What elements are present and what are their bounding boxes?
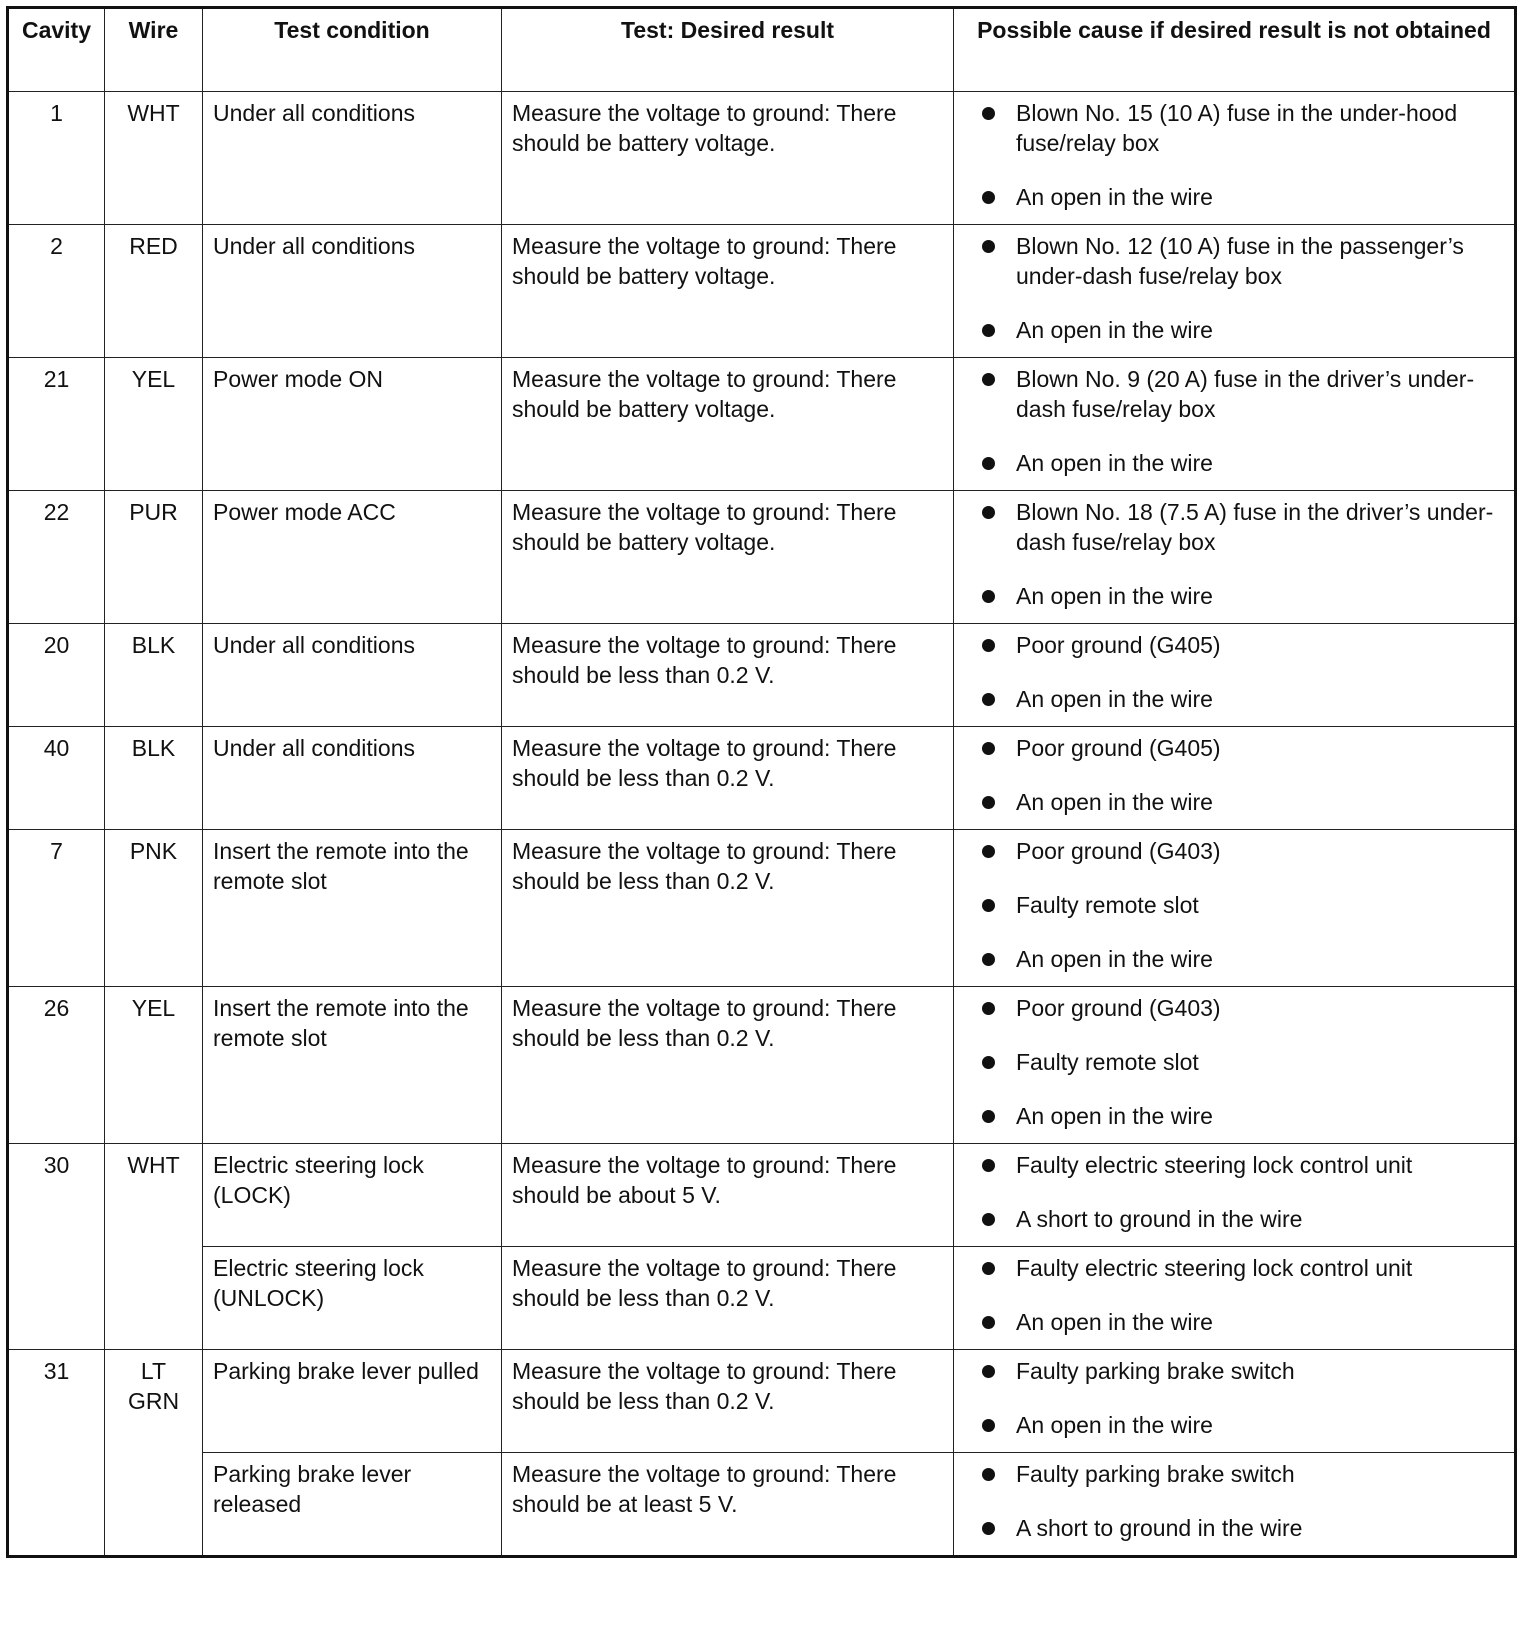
cause-item — [982, 684, 1506, 714]
header-possible-cause: Possible cause if desired result is not obtained — [954, 8, 1516, 92]
cause-text: A short to ground in the wire — [1016, 1206, 1303, 1232]
desired-result-cell: Measure the voltage to ground: There should be less than 0.2 V. — [502, 727, 954, 830]
bullet-icon — [982, 639, 995, 652]
wire-color-text: GRN — [127, 1388, 180, 1414]
cavity-cell: 1 — [8, 92, 105, 225]
cause-list — [982, 1356, 1506, 1440]
test-condition-cell: Under all conditions — [203, 225, 502, 358]
bullet-icon — [982, 1468, 995, 1481]
wire-cell — [105, 624, 203, 727]
table-row — [8, 225, 1516, 358]
bullet-icon — [982, 240, 995, 253]
possible-cause-cell — [954, 1350, 1516, 1453]
cause-item — [982, 787, 1506, 817]
desired-result-cell: Measure the voltage to ground: There should be battery voltage. — [502, 92, 954, 225]
cause-item — [982, 944, 1506, 974]
cause-text: An open in the wire — [1016, 789, 1213, 815]
bullet-icon — [982, 1522, 995, 1535]
cavity-cell: 22 — [8, 491, 105, 624]
cause-item — [982, 448, 1506, 478]
table-row — [8, 1350, 1516, 1453]
desired-result-cell: Measure the voltage to ground: There should be about 5 V. — [502, 1144, 954, 1247]
table-row — [8, 987, 1516, 1144]
wire-color-text: RED — [129, 233, 178, 259]
test-condition-cell: Power mode ACC — [203, 491, 502, 624]
cause-text: An open in the wire — [1016, 450, 1213, 476]
cause-list — [982, 1253, 1506, 1337]
header-test-condition: Test condition — [203, 8, 502, 92]
cause-text: An open in the wire — [1016, 1309, 1213, 1335]
possible-cause-cell — [954, 1144, 1516, 1247]
cause-list — [982, 733, 1506, 817]
table-row — [8, 727, 1516, 830]
possible-cause-cell — [954, 987, 1516, 1144]
cause-item — [982, 1047, 1506, 1077]
possible-cause-cell — [954, 727, 1516, 830]
bullet-icon — [982, 107, 995, 120]
cause-item — [982, 1513, 1506, 1543]
wire-color-text: WHT — [127, 1152, 180, 1178]
cause-text: Poor ground (G405) — [1016, 632, 1221, 658]
test-condition-cell: Insert the remote into the remote slot — [203, 830, 502, 987]
bullet-icon — [982, 953, 995, 966]
possible-cause-cell — [954, 92, 1516, 225]
desired-result-cell: Measure the voltage to ground: There should be battery voltage. — [502, 225, 954, 358]
test-condition-cell: Insert the remote into the remote slot — [203, 987, 502, 1144]
cause-item — [982, 1459, 1506, 1489]
table-row — [8, 624, 1516, 727]
desired-result-cell: Measure the voltage to ground: There should be less than 0.2 V. — [502, 830, 954, 987]
bullet-icon — [982, 1110, 995, 1123]
cause-list — [982, 836, 1506, 974]
table-body — [8, 92, 1516, 1557]
cavity-cell: 40 — [8, 727, 105, 830]
cause-item — [982, 836, 1506, 866]
cause-list — [982, 1150, 1506, 1234]
cavity-cell: 7 — [8, 830, 105, 987]
bullet-icon — [982, 373, 995, 386]
wire-color-text: YEL — [131, 995, 176, 1021]
cause-item — [982, 630, 1506, 660]
wire-color-text: LT — [140, 1358, 167, 1384]
cause-item — [982, 497, 1506, 557]
bullet-icon — [982, 796, 995, 809]
possible-cause-cell — [954, 1453, 1516, 1557]
cause-item — [982, 733, 1506, 763]
bullet-icon — [982, 845, 995, 858]
table-row — [8, 830, 1516, 987]
cause-text: An open in the wire — [1016, 946, 1213, 972]
cause-item — [982, 231, 1506, 291]
cause-text: An open in the wire — [1016, 184, 1213, 210]
desired-result-cell: Measure the voltage to ground: There should be at least 5 V. — [502, 1453, 954, 1557]
wire-cell — [105, 92, 203, 225]
cause-item — [982, 1307, 1506, 1337]
cause-text: Poor ground (G403) — [1016, 838, 1221, 864]
wire-cell — [105, 491, 203, 624]
cause-list — [982, 1459, 1506, 1543]
possible-cause-cell — [954, 624, 1516, 727]
cause-text: Faulty parking brake switch — [1016, 1358, 1295, 1384]
cavity-cell: 2 — [8, 225, 105, 358]
cavity-cell: 30 — [8, 1144, 105, 1350]
cause-text: Blown No. 12 (10 A) fuse in the passenger’s under-dash fuse/relay box — [1016, 233, 1464, 289]
bullet-icon — [982, 457, 995, 470]
cause-text: Blown No. 9 (20 A) fuse in the driver’s under-dash fuse/relay box — [1016, 366, 1475, 422]
cause-text: An open in the wire — [1016, 1103, 1213, 1129]
possible-cause-cell — [954, 358, 1516, 491]
wire-cell — [105, 830, 203, 987]
cause-text: Faulty remote slot — [1016, 892, 1199, 918]
table-row — [8, 1144, 1516, 1247]
header-cavity: Cavity — [8, 8, 105, 92]
cause-list — [982, 630, 1506, 714]
terminal-test-table — [6, 6, 1517, 1558]
test-condition-cell: Power mode ON — [203, 358, 502, 491]
cause-item — [982, 1204, 1506, 1234]
desired-result-cell: Measure the voltage to ground: There should be battery voltage. — [502, 491, 954, 624]
bullet-icon — [982, 1002, 995, 1015]
bullet-icon — [982, 191, 995, 204]
wire-cell — [105, 1144, 203, 1350]
terminal-test-table-container — [6, 6, 1517, 1558]
cavity-cell: 31 — [8, 1350, 105, 1557]
test-condition-cell: Under all conditions — [203, 624, 502, 727]
bullet-icon — [982, 324, 995, 337]
cause-item — [982, 1410, 1506, 1440]
bullet-icon — [982, 590, 995, 603]
wire-cell — [105, 1350, 203, 1557]
cause-list — [982, 993, 1506, 1131]
possible-cause-cell — [954, 491, 1516, 624]
cause-text: An open in the wire — [1016, 1412, 1213, 1438]
bullet-icon — [982, 742, 995, 755]
header-wire: Wire — [105, 8, 203, 92]
wire-cell — [105, 358, 203, 491]
bullet-icon — [982, 1056, 995, 1069]
possible-cause-cell — [954, 1247, 1516, 1350]
test-condition-cell: Electric steering lock (LOCK) — [203, 1144, 502, 1247]
possible-cause-cell — [954, 225, 1516, 358]
cause-item — [982, 1356, 1506, 1386]
cause-text: An open in the wire — [1016, 686, 1213, 712]
wire-color-text: YEL — [131, 366, 176, 392]
cause-text: Poor ground (G405) — [1016, 735, 1221, 761]
bullet-icon — [982, 506, 995, 519]
wire-cell — [105, 225, 203, 358]
cause-item — [982, 1150, 1506, 1180]
cause-list — [982, 497, 1506, 611]
bullet-icon — [982, 1365, 995, 1378]
cause-text: An open in the wire — [1016, 317, 1213, 343]
cause-text: A short to ground in the wire — [1016, 1515, 1303, 1541]
test-condition-cell: Parking brake lever released — [203, 1453, 502, 1557]
test-condition-cell: Parking brake lever pulled — [203, 1350, 502, 1453]
bullet-icon — [982, 1419, 995, 1432]
bullet-icon — [982, 693, 995, 706]
cause-text: Faulty electric steering lock control unit — [1016, 1152, 1413, 1178]
cause-item — [982, 315, 1506, 345]
test-condition-cell: Electric steering lock (UNLOCK) — [203, 1247, 502, 1350]
wire-color-text: WHT — [127, 100, 180, 126]
wire-color-text: PUR — [129, 499, 178, 525]
wire-color-text: PNK — [129, 838, 178, 864]
cause-item — [982, 1253, 1506, 1283]
table-row — [8, 358, 1516, 491]
desired-result-cell: Measure the voltage to ground: There should be battery voltage. — [502, 358, 954, 491]
possible-cause-cell — [954, 830, 1516, 987]
bullet-icon — [982, 1159, 995, 1172]
table-row — [8, 1453, 1516, 1557]
table-row — [8, 491, 1516, 624]
cause-text: Blown No. 15 (10 A) fuse in the under-hood fuse/relay box — [1016, 100, 1458, 156]
wire-cell — [105, 987, 203, 1144]
cause-item — [982, 1101, 1506, 1131]
cause-item — [982, 890, 1506, 920]
bullet-icon — [982, 899, 995, 912]
cause-item — [982, 581, 1506, 611]
cause-item — [982, 364, 1506, 424]
test-condition-cell: Under all conditions — [203, 727, 502, 830]
header-desired-result: Test: Desired result — [502, 8, 954, 92]
wire-color-text: BLK — [131, 735, 176, 761]
table-row — [8, 92, 1516, 225]
desired-result-cell: Measure the voltage to ground: There should be less than 0.2 V. — [502, 624, 954, 727]
cause-text: Faulty parking brake switch — [1016, 1461, 1295, 1487]
cavity-cell: 20 — [8, 624, 105, 727]
cause-text: Faulty electric steering lock control unit — [1016, 1255, 1413, 1281]
bullet-icon — [982, 1213, 995, 1226]
desired-result-cell: Measure the voltage to ground: There should be less than 0.2 V. — [502, 1350, 954, 1453]
cavity-cell: 21 — [8, 358, 105, 491]
cause-list — [982, 231, 1506, 345]
cause-item — [982, 182, 1506, 212]
cause-list — [982, 364, 1506, 478]
bullet-icon — [982, 1262, 995, 1275]
cause-text: An open in the wire — [1016, 583, 1213, 609]
desired-result-cell: Measure the voltage to ground: There should be less than 0.2 V. — [502, 987, 954, 1144]
table-row — [8, 1247, 1516, 1350]
cause-text: Blown No. 18 (7.5 A) fuse in the driver’s under-dash fuse/relay box — [1016, 499, 1494, 555]
cause-list — [982, 98, 1506, 212]
cause-text: Faulty remote slot — [1016, 1049, 1199, 1075]
test-condition-cell: Under all conditions — [203, 92, 502, 225]
desired-result-cell: Measure the voltage to ground: There should be less than 0.2 V. — [502, 1247, 954, 1350]
cause-item — [982, 98, 1506, 158]
cause-text: Poor ground (G403) — [1016, 995, 1221, 1021]
cause-item — [982, 993, 1506, 1023]
header-row — [8, 8, 1516, 92]
wire-color-text: BLK — [131, 632, 176, 658]
wire-cell — [105, 727, 203, 830]
bullet-icon — [982, 1316, 995, 1329]
cavity-cell: 26 — [8, 987, 105, 1144]
